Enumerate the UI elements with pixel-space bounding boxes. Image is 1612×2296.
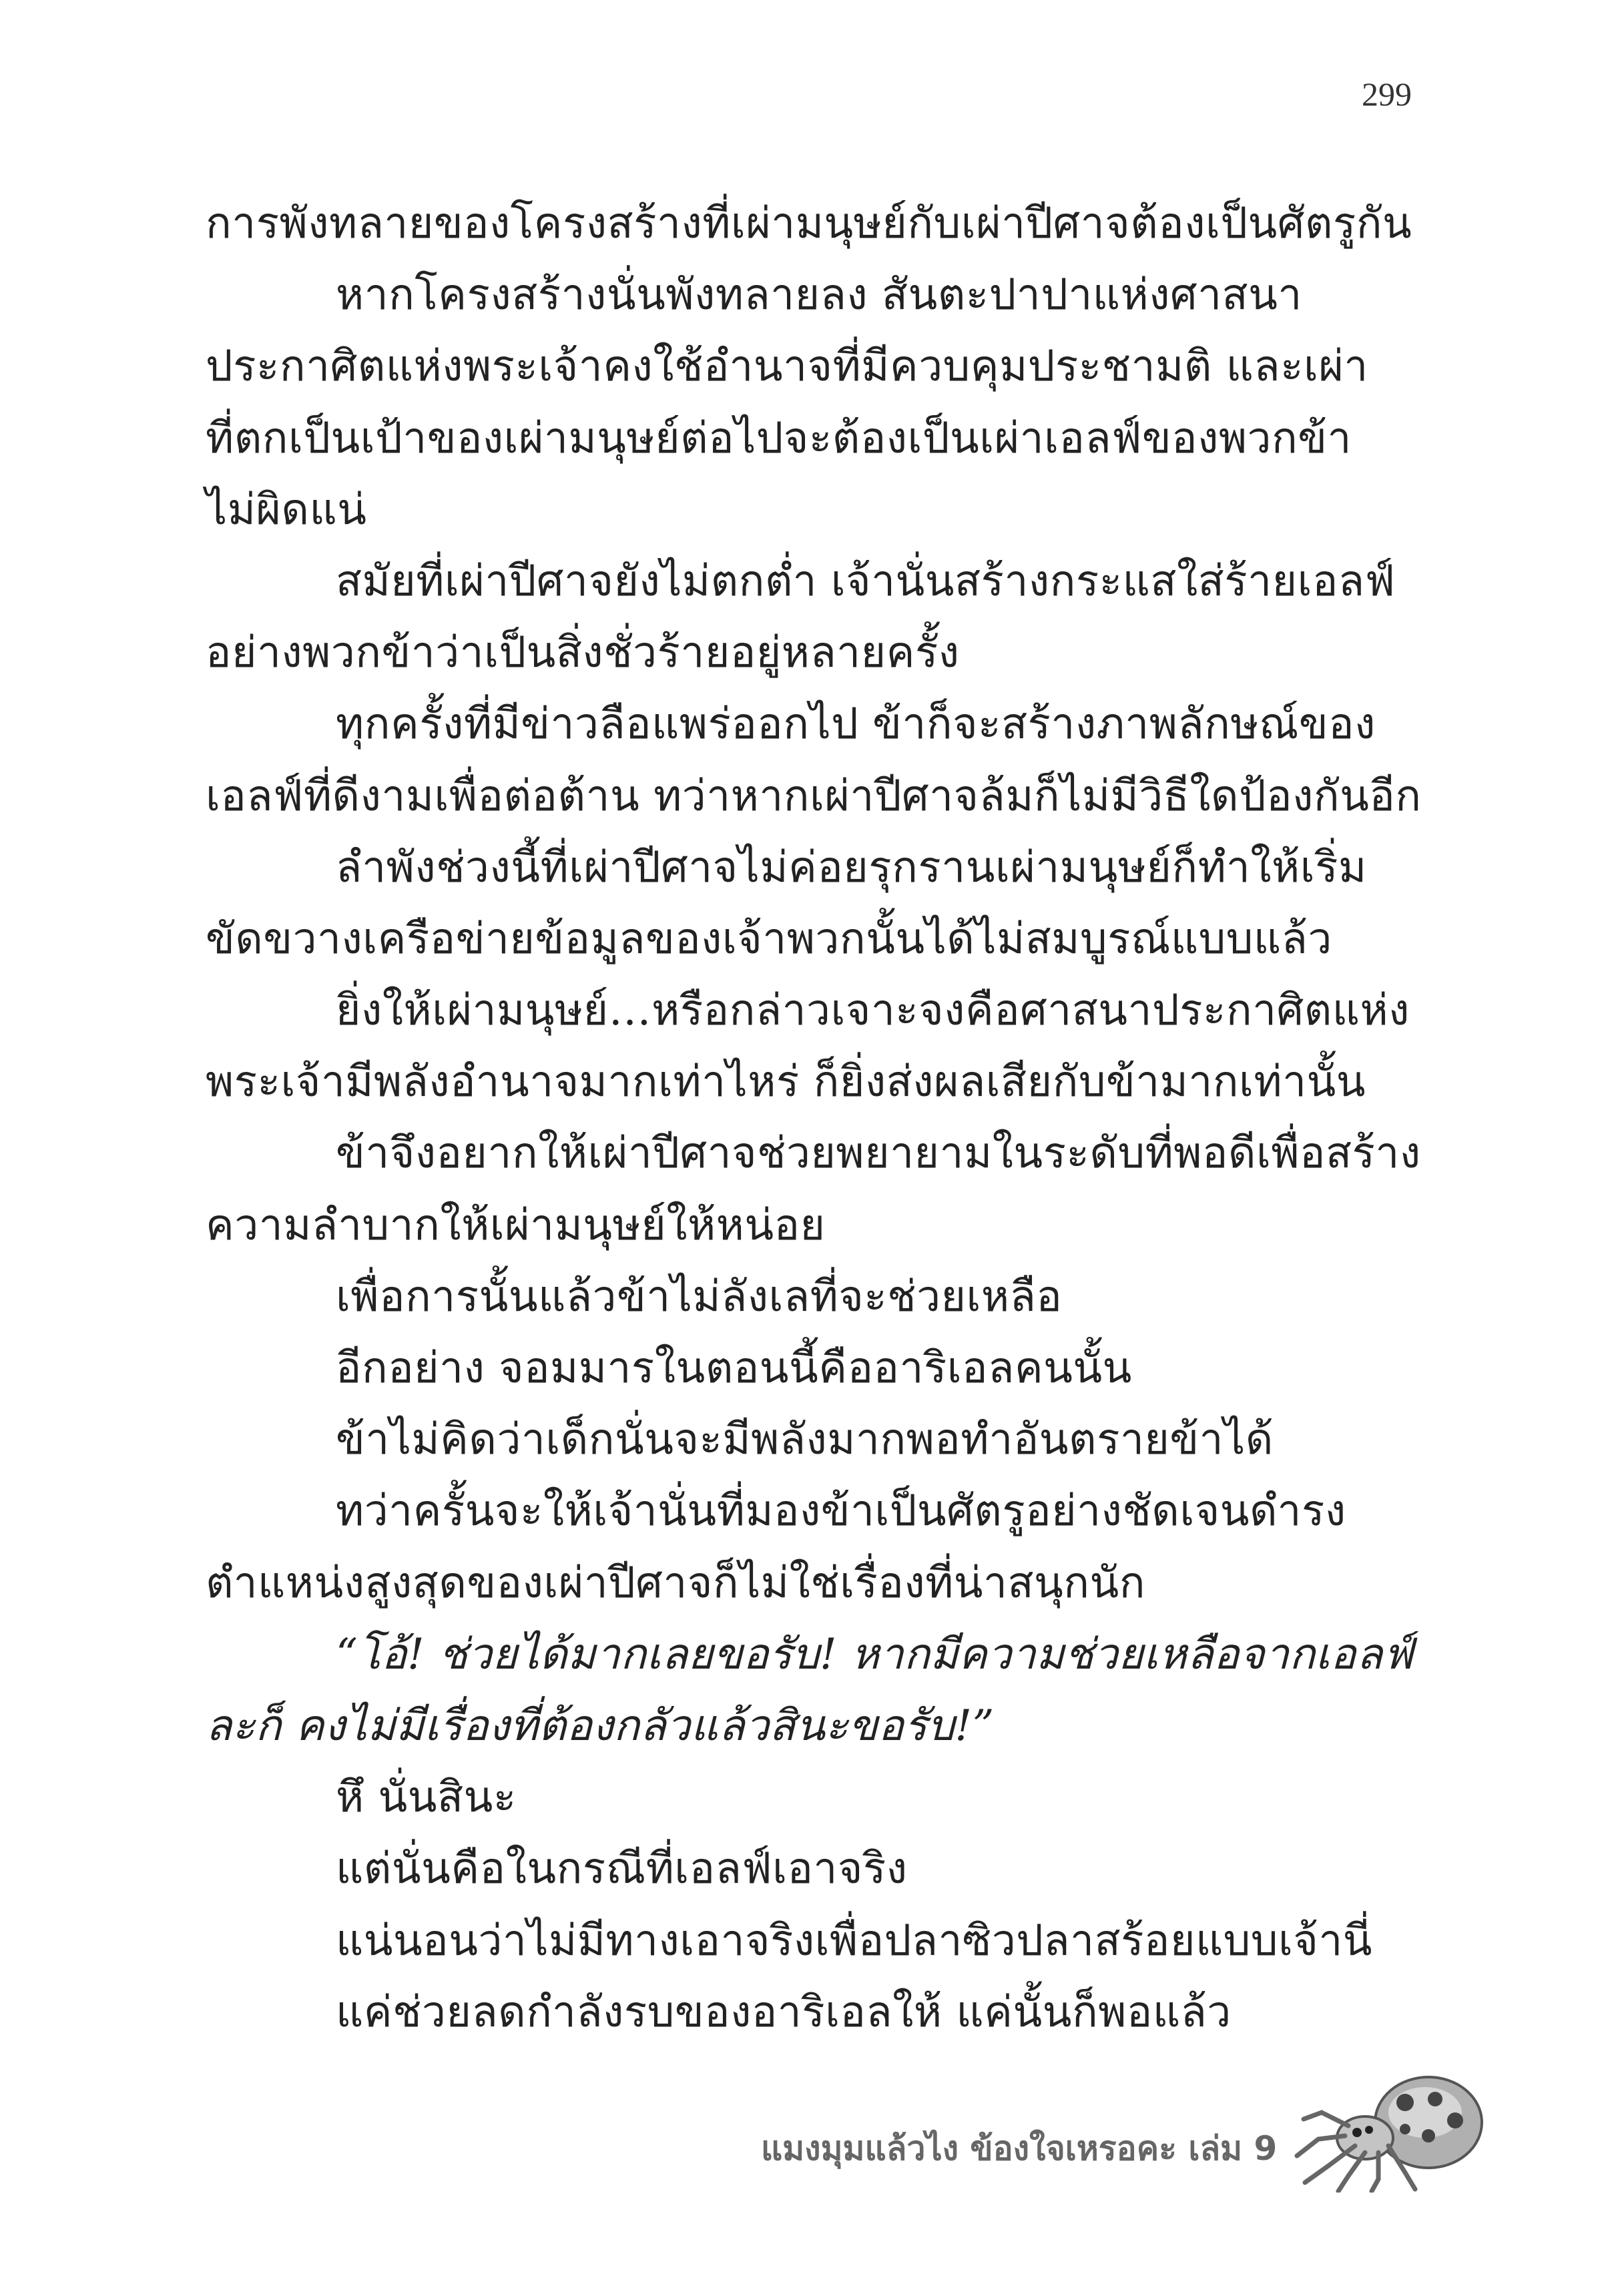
text-line: พระเจ้ามีพลังอำนาจมากเท่าไหร่ ก็ยิ่งส่งผลเสียกับข้ามากเท่านั้น [206, 1057, 1366, 1107]
page-number: 299 [1362, 75, 1412, 113]
text-line: ละก็ คงไม่มีเรื่องที่ต้องกลัวแล้วสินะขอรับ!” [206, 1701, 995, 1751]
text-line: การพังทลายของโครงสร้างที่เผ่ามนุษย์กับเผ่าปีศาจต้องเป็นศัตรูกัน [206, 199, 1412, 248]
text-line: ลำพังช่วงนี้ที่เผ่าปีศาจไม่ค่อยรุกรานเผ่ามนุษย์ก็ทำให้เริ่ม [336, 842, 1367, 892]
text-line: ข้าจึงอยากให้เผ่าปีศาจช่วยพยายามในระดับที่พอดีเพื่อสร้าง [336, 1129, 1421, 1179]
text-line: สมัยที่เผ่าปีศาจยังไม่ตกต่ำ เจ้านั่นสร้างกระแสใส่ร้ายเอลฟ์ [336, 556, 1396, 606]
text-line: หึ นั่นสินะ [336, 1773, 517, 1823]
text-line: เพื่อการนั้นแล้วข้าไม่ลังเลที่จะช่วยเหลือ [336, 1271, 1063, 1322]
text-line: ข้าไม่คิดว่าเด็กนั่นจะมีพลังมากพอทำอันตรายข้าได้ [336, 1415, 1274, 1465]
text-line: อีกอย่าง จอมมารในตอนนี้คืออาริเอลคนนั้น [336, 1344, 1132, 1393]
footer-title: แมงมุมแล้วไง ข้องใจเหรอคะ เล่ม 9 [761, 2129, 1278, 2168]
text-line: ตำแหน่งสูงสุดของเผ่าปีศาจก็ไม่ใช่เรื่องที่น่าสนุกนัก [206, 1558, 1145, 1608]
text-line: แน่นอนว่าไม่มีทางเอาจริงเพื่อปลาซิวปลาสร้อยแบบเจ้านี่ [336, 1916, 1372, 1966]
text-line: หากโครงสร้างนั่นพังทลายลง สันตะปาปาแห่งศาสนา [336, 270, 1302, 320]
text-line: แต่นั่นคือในกรณีที่เอลฟ์เอาจริง [336, 1844, 908, 1894]
text-line: ประกาศิตแห่งพระเจ้าคงใช้อำนาจที่มีควบคุมประชามติ และเผ่า [206, 342, 1368, 392]
spider-logo-icon [1292, 2066, 1492, 2195]
text-line: ที่ตกเป็นเป้าของเผ่ามนุษย์ต่อไปจะต้องเป็นเผ่าเอลฟ์ของพวกข้า [206, 413, 1352, 463]
text-line: ยิ่งให้เผ่ามนุษย์…หรือกล่าวเจาะจงคือศาสนาประกาศิตแห่ง [336, 986, 1410, 1036]
text-line: ความลำบากให้เผ่ามนุษย์ให้หน่อย [206, 1200, 826, 1250]
text-line: ไม่ผิดแน่ [206, 485, 367, 535]
text-line: ขัดขวางเครือข่ายข้อมูลของเจ้าพวกนั้นได้ไม่สมบูรณ์แบบแล้ว [206, 914, 1332, 964]
text-line: ทุกครั้งที่มีข่าวลือแพร่ออกไป ข้าก็จะสร้างภาพลักษณ์ของ [336, 699, 1376, 750]
text-line: “โอ้! ช่วยได้มากเลยขอรับ! หากมีความช่วยเหลือจากเอลฟ์ [336, 1629, 1414, 1679]
text-line: ทว่าครั้นจะให้เจ้านั่นที่มองข้าเป็นศัตรูอย่างชัดเจนดำรง [336, 1486, 1346, 1536]
text-line: แค่ช่วยลดกำลังรบของอาริเอลให้ แค่นั้นก็พอแล้ว [336, 1987, 1232, 2037]
text-line: อย่างพวกข้าว่าเป็นสิ่งชั่วร้ายอยู่หลายครั้ง [206, 628, 960, 678]
text-line: เอลฟ์ที่ดีงามเพื่อต่อต้าน ทว่าหากเผ่าปีศาจล้มก็ไม่มีวิธีใดป้องกันอีก [206, 771, 1422, 821]
body-text [206, 188, 1422, 2048]
